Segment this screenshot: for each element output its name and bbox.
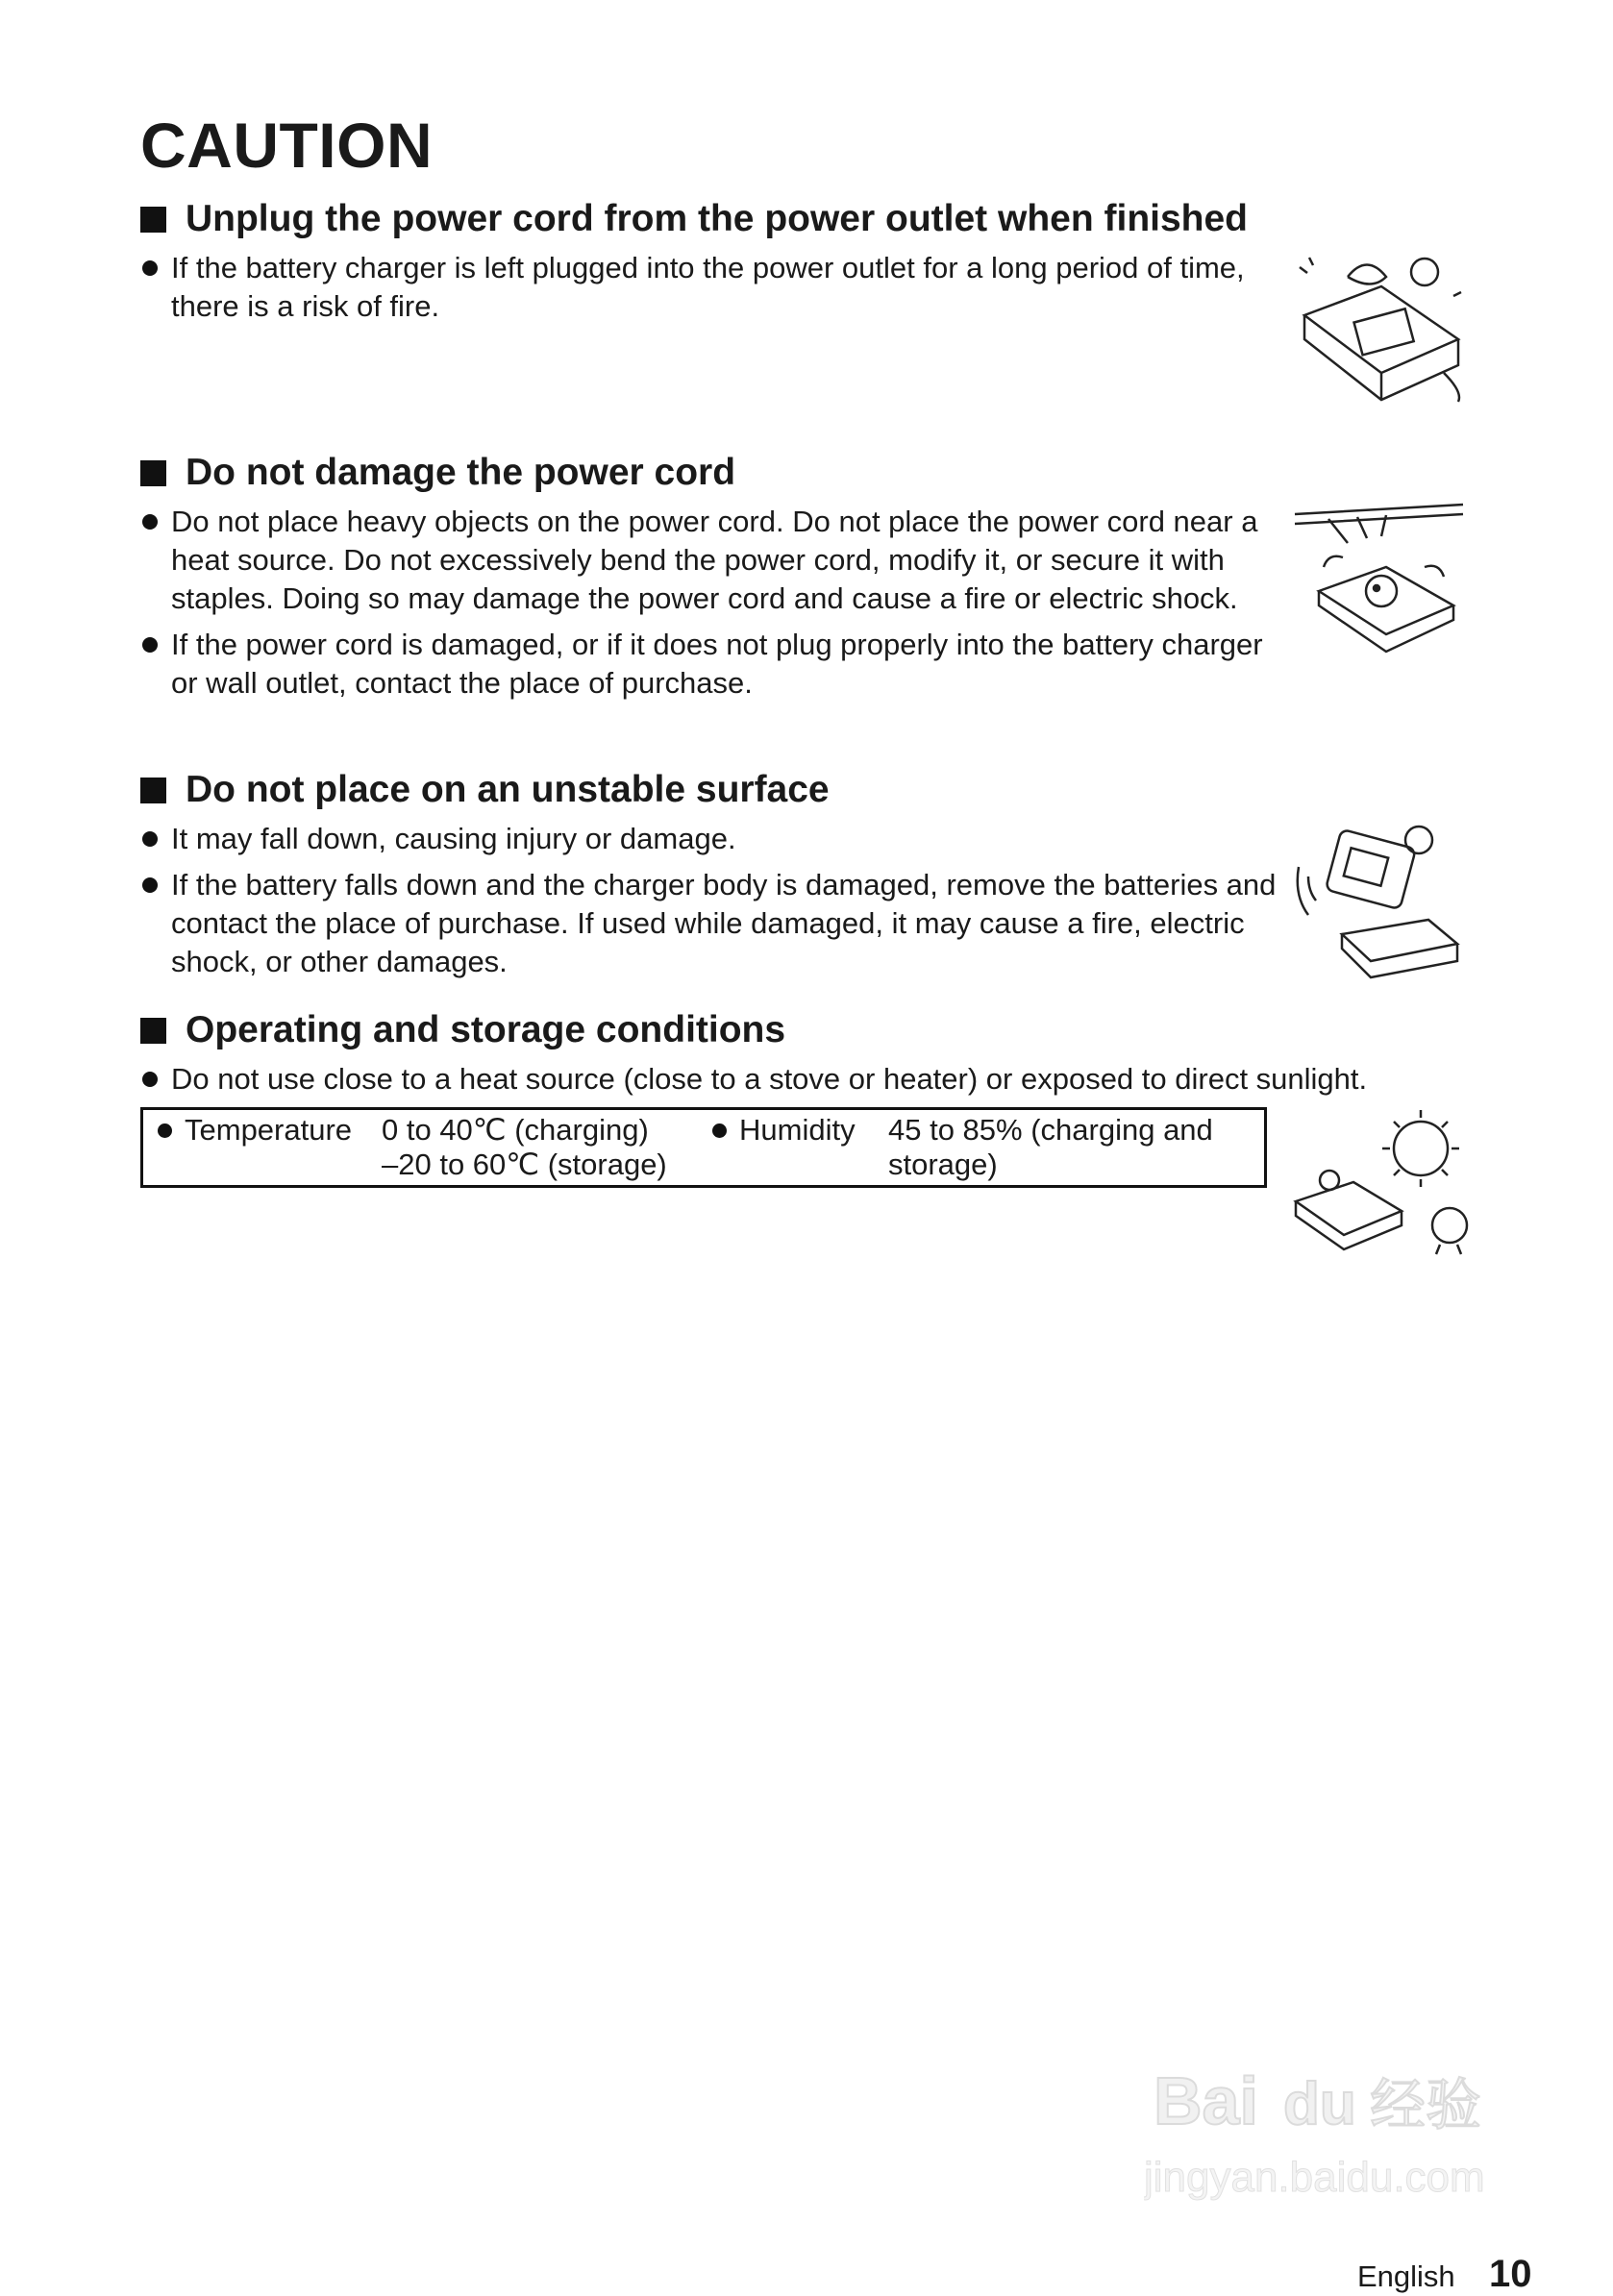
bullet-list [140,249,1419,326]
watermark-cn: 经验 [1370,2072,1482,2137]
watermark-brand-suffix: du [1283,2071,1356,2137]
round-bullet-icon [158,1123,172,1138]
footer-language: English [1357,2259,1455,2293]
section-unstable-surface [140,769,1419,989]
section-unplug [140,198,1419,333]
round-bullet-icon [142,877,158,893]
page-number: 10 [1489,2253,1532,2295]
square-bullet-icon [140,778,166,803]
bullet-text: It may fall down, causing injury or damage. [171,821,736,855]
list-item [140,1060,1419,1099]
square-bullet-icon [140,207,166,233]
page-title: CAUTION [140,110,434,181]
humidity-value-cont: storage) [888,1148,998,1181]
section-heading-text: Do not damage the power cord [186,452,736,493]
section-heading [140,1009,1419,1052]
square-bullet-icon [140,460,166,486]
round-bullet-icon [142,637,158,653]
bullet-text: If the power cord is damaged, or if it does not plug properly into the battery charger or wall outlet, contact the place of purchase. [171,627,1263,700]
round-bullet-icon [142,260,158,276]
round-bullet-icon [142,1072,158,1087]
temperature-charging-value: 0 to 40℃ (charging) [382,1113,649,1147]
watermark-url: jingyan.baidu.com [1144,2154,1485,2201]
bullet-text: If the battery charger is left plugged into the power outlet for a long period of time, there is a risk of fire. [171,250,1245,323]
humidity-value: 45 to 85% (charging and [888,1113,1213,1147]
bullet-list [140,1060,1419,1099]
damaged-cord-illustration [1290,500,1473,658]
section-power-cord [140,452,1419,710]
charger-fire-illustration [1290,248,1473,411]
round-bullet-icon [712,1123,727,1138]
list-item [140,820,1419,858]
section-heading [140,452,1419,495]
list-item [140,866,1419,981]
temperature-storage-value: –20 to 60℃ (storage) [382,1148,667,1181]
baidu-watermark [1144,2047,1528,2215]
square-bullet-icon [140,1018,166,1044]
sun-heat-illustration [1286,1105,1478,1259]
section-heading-text: Do not place on an unstable surface [186,769,830,810]
falling-charger-illustration [1294,819,1467,987]
watermark-brand: Bai [1154,2063,1258,2138]
section-heading [140,198,1419,241]
conditions-box [140,1107,1267,1188]
list-item [140,626,1419,703]
temperature-label: Temperature [185,1113,353,1147]
round-bullet-icon [142,514,158,530]
humidity-label: Humidity [739,1113,856,1147]
section-heading [140,769,1419,812]
round-bullet-icon [142,831,158,847]
bullet-list [140,503,1419,703]
list-item [140,503,1419,618]
bullet-list [140,820,1419,981]
section-heading-text: Operating and storage conditions [186,1009,786,1050]
bullet-text: Do not place heavy objects on the power cord. Do not place the power cord near a heat source. Do not excessively bend the power cord, modify it, or secure it with staples. Doing so may damage the power cord and cause a fire or electric shock. [171,504,1258,615]
section-operating-conditions [140,1009,1419,1106]
bullet-text: If the battery falls down and the charger body is damaged, remove the batteries and contact the place of purchase. If used while damaged, it may cause a fire, electric shock, or other damages. [171,867,1277,978]
section-heading-text: Unplug the power cord from the power outlet when finished [186,198,1249,239]
bullet-text: Do not use close to a heat source (close to a stove or heater) or exposed to direct sunlight. [171,1061,1368,1096]
list-item [140,249,1419,326]
